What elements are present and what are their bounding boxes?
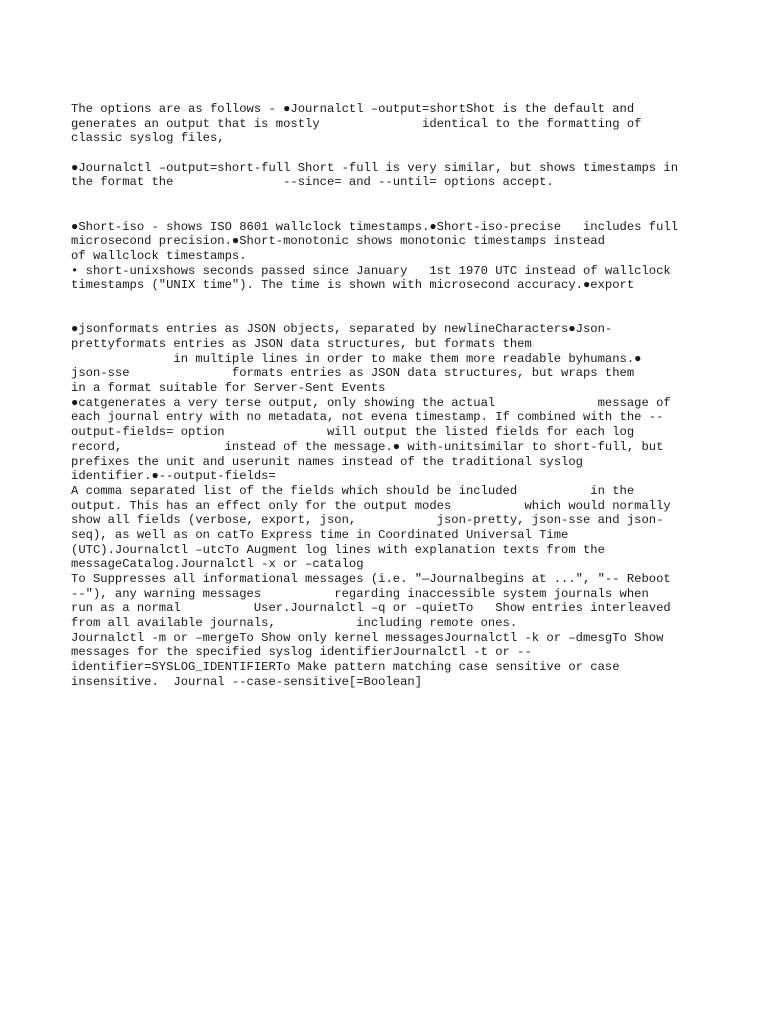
text-line: --"), any warning messages regarding inaccessible system journals when xyxy=(71,586,649,601)
text-line: classic syslog files, xyxy=(71,131,225,146)
text-line: output. This has an effect only for the output modes which would normally xyxy=(71,498,671,513)
text-line: Journalctl -m or –mergeTo Show only kernel messagesJournalctl -k or –dmesgTo Show xyxy=(71,630,664,645)
text-line: of wallclock timestamps. xyxy=(71,248,247,263)
text-line: each journal entry with no metadata, not evena timestamp. If combined with the -- xyxy=(71,410,664,425)
text-line xyxy=(71,190,711,205)
document-body xyxy=(71,102,711,690)
text-line: the format the --since= and --until= options accept. xyxy=(71,175,554,190)
text-line: record, instead of the message.● with-unitsimilar to short-full, but xyxy=(71,439,664,454)
text-line xyxy=(71,205,711,220)
text-line: prettyformats entries as JSON data structures, but formats them xyxy=(71,337,532,351)
text-line: ●catgenerates a very terse output, only showing the actual message of xyxy=(71,395,671,410)
text-line: in multiple lines in order to make them more readable byhumans.● xyxy=(71,351,642,366)
text-line: messageCatalog.Journalctl -x or –catalog xyxy=(71,557,364,572)
text-line: seq), as well as on catTo Express time in Coordinated Universal Time xyxy=(71,527,569,542)
text-line: json-sse formats entries as JSON data structures, but wraps them xyxy=(71,366,635,381)
text-line: messages for the specified syslog identifierJournalctl -t or -- xyxy=(71,645,532,660)
text-line xyxy=(71,293,711,308)
text-line xyxy=(71,308,711,323)
text-line: • short-unixshows seconds passed since January 1st 1970 UTC instead of wallclock xyxy=(71,263,671,278)
text-line: microsecond precision.●Short-monotonic shows monotonic timestamps instead xyxy=(71,234,605,249)
text-line: insensitive. Journal --case-sensitive[=Boolean] xyxy=(71,674,423,689)
text-line: in a format suitable for Server-Sent Events xyxy=(71,381,386,396)
text-line: To Suppresses all informational messages (i.e. "—Journalbegins at ...", "-- Reboot xyxy=(71,572,671,586)
text-line xyxy=(71,146,711,161)
text-line: prefixes the unit and userunit names instead of the traditional syslog xyxy=(71,454,583,469)
text-line: (UTC).Journalctl –utcTo Augment log lines with explanation texts from the xyxy=(71,542,605,557)
text-line: The options are as follows - ●Journalctl –output=shortShot is the default and xyxy=(71,102,635,116)
text-line: from all available journals, including remote ones. xyxy=(71,616,518,631)
text-line: output-fields= option will output the listed fields for each log xyxy=(71,425,635,440)
text-line: ●Short-iso - shows ISO 8601 wallclock timestamps.●Short-iso-precise includes full xyxy=(71,219,679,234)
text-line: generates an output that is mostly identical to the formatting of xyxy=(71,116,642,131)
text-line: run as a normal User.Journalctl –q or –quietTo Show entries interleaved xyxy=(71,601,671,616)
text-line: timestamps ("UNIX time"). The time is shown with microsecond accuracy.●export xyxy=(71,278,635,293)
text-line: identifier=SYSLOG_IDENTIFIERTo Make pattern matching case sensitive or case xyxy=(71,660,620,675)
text-line: ●jsonformats entries as JSON objects, separated by newlineCharacters●Json- xyxy=(71,322,613,337)
text-line: show all fields (verbose, export, json, json-pretty, json-sse and json- xyxy=(71,513,664,528)
text-line: identifier.●--output-fields= xyxy=(71,469,276,484)
text-line: ●Journalctl –output=short-full Short -full is very similar, but shows timestamps in xyxy=(71,160,679,175)
text-line: A comma separated list of the fields which should be included in the xyxy=(71,483,635,498)
